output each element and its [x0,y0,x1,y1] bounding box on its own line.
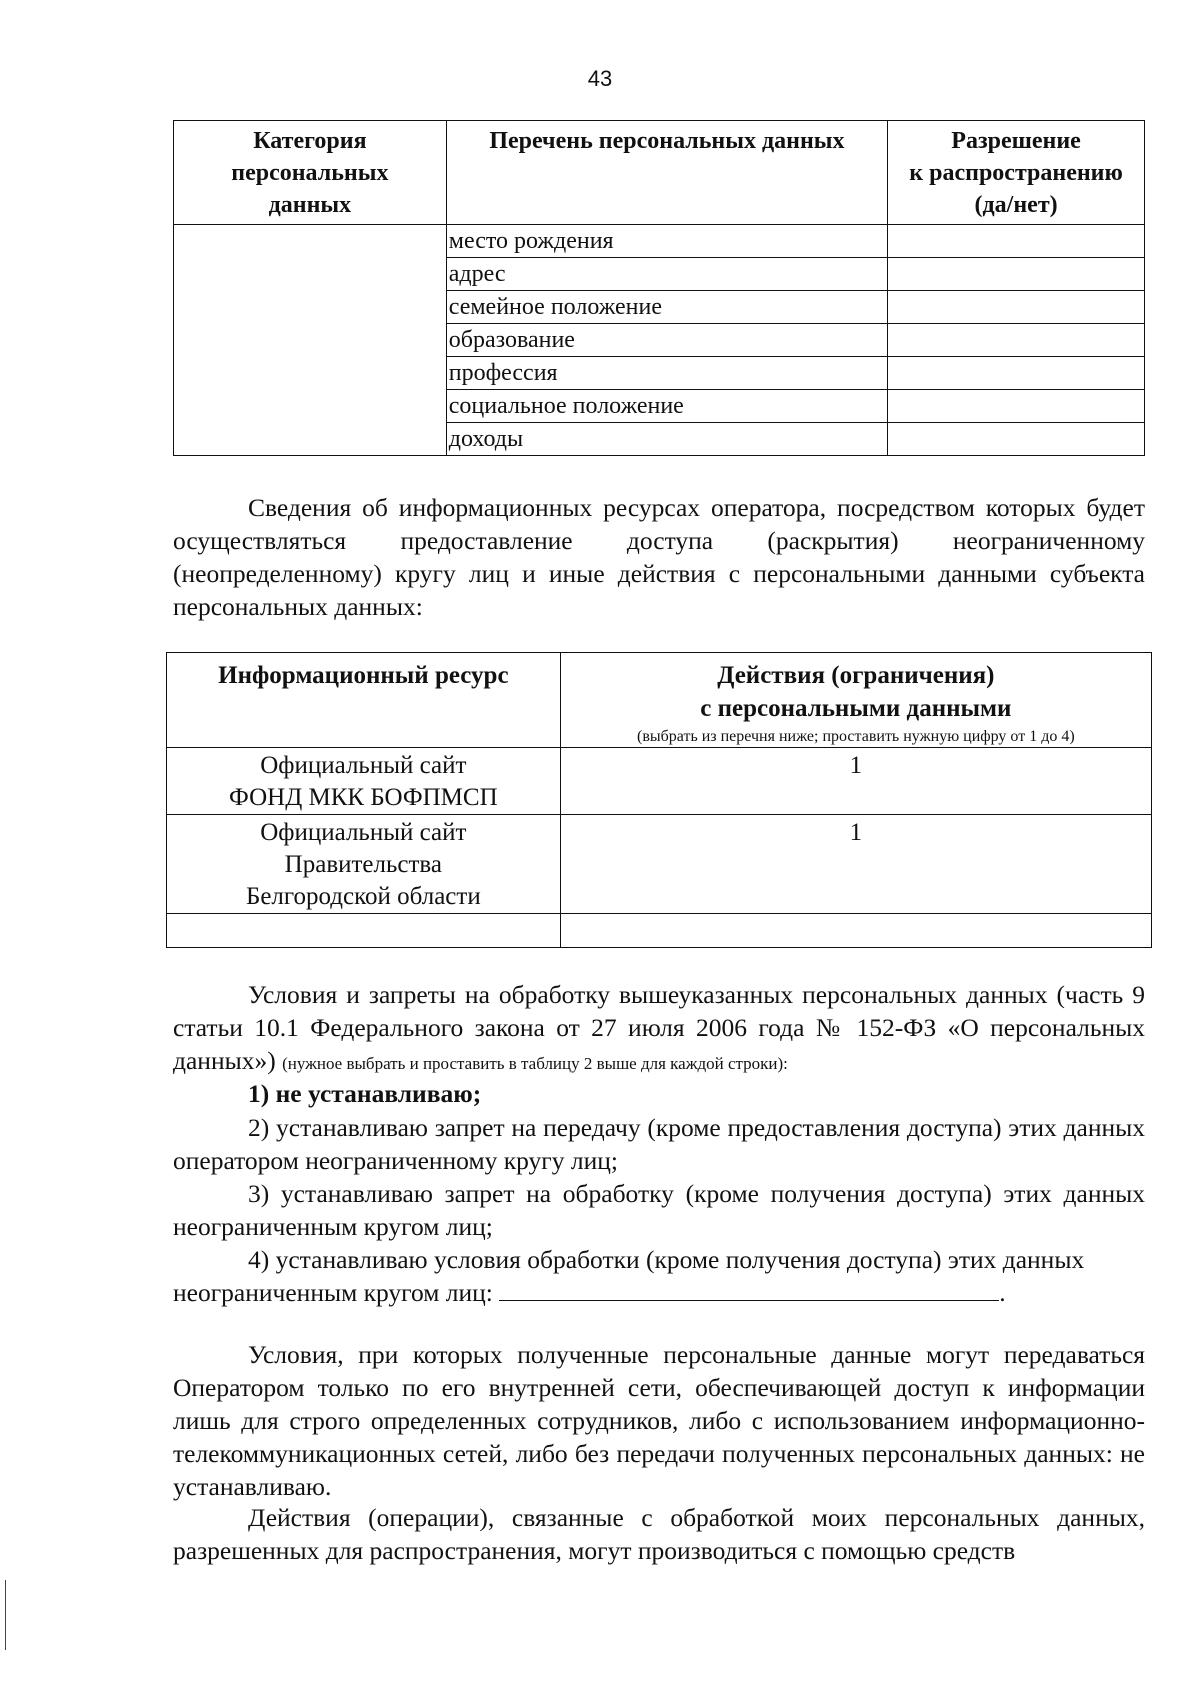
data-item: образование [446,324,887,357]
table-row [174,225,1145,258]
option-1: 1) не устанавливаю; [248,1079,482,1108]
table-row [167,748,1152,815]
data-item: место рождения [446,225,887,258]
header-resource: Информационный ресурс [167,653,561,748]
info-resources-paragraph: Сведения об информационных ресурсах оператора, посредством которых будет осуществляться предоставление доступа (раскрытия) неограниченному (неопределенному) кругу лиц и иные действия с персональными данными субъекта персональных данных: [173,493,1145,621]
resource-cell[interactable] [167,914,561,948]
action-cell[interactable] [560,914,1151,948]
page-number: 43 [587,66,613,91]
permission-cell[interactable] [888,324,1145,357]
internal-network-paragraph: Условия, при которых полученные персональные данные могут передаваться Оператором только по его внутренней сети, обеспечивающей доступ к информации лишь для строго определенных сотрудников, либо с использованием информационно-телекоммуникационных сетей, либо без передачи полученных персональных данных: не устанавливаю. [173,1340,1145,1501]
category-cell [174,225,447,456]
option-3: 3) устанавливаю запрет на обработку (кроме получения доступа) этих данных неограниченным кругом лиц; [173,1179,1145,1241]
scan-margin-line [5,1580,6,1650]
table-row [167,914,1152,948]
action-cell[interactable]: 1 [560,748,1151,815]
data-item: адрес [446,258,887,291]
header-permission: Разрешение к распространению (да/нет) [888,121,1145,225]
header-data-list: Перечень персональных данных [446,121,887,225]
option-4: 4) устанавливаю условия обработки (кроме получения доступа) этих данных неограниченным кругом лиц: . [173,1245,1085,1307]
data-item: профессия [446,357,887,390]
conditions-paragraph: Условия и запреты на обработку вышеуказанных персональных данных (часть 9 статьи 10.1 Федерального закона от 27 июля 2006 года № 152-ФЗ «О персональных данных») (нужное выбрать и проставить в таблицу 2 выше для каждой строки): [173,980,1145,1075]
permission-cell[interactable] [888,357,1145,390]
resource-cell: Официальный сайт Правительства Белгородской области [167,815,561,914]
conditions-blank-field[interactable] [499,1278,999,1301]
info-resources-table [166,652,1152,948]
option-2: 2) устанавливаю запрет на передачу (кроме предоставления доступа) этих данных оператором неограниченному кругу лиц; [173,1113,1145,1175]
table-header-row [174,121,1145,225]
data-item: социальное положение [446,390,887,423]
permission-cell[interactable] [888,423,1145,456]
header-category: Категория персональных данных [174,121,447,225]
permission-cell[interactable] [888,390,1145,423]
header-actions: Действия (ограничения) с персональными данными (выбрать из перечня ниже; проставить нужную цифру от 1 до 4) [560,653,1151,748]
data-item: доходы [446,423,887,456]
permission-cell[interactable] [888,258,1145,291]
permission-cell[interactable] [888,225,1145,258]
table-header-row [167,653,1152,748]
actions-paragraph: Действия (операции), связанные с обработкой моих персональных данных, разрешенных для распространения, могут производиться с помощью средств [173,1503,1145,1565]
personal-data-table [173,120,1145,456]
data-item: семейное положение [446,291,887,324]
table-row [167,815,1152,914]
action-cell[interactable]: 1 [560,815,1151,914]
permission-cell[interactable] [888,291,1145,324]
resource-cell: Официальный сайт ФОНД МКК БОФПМСП [167,748,561,815]
